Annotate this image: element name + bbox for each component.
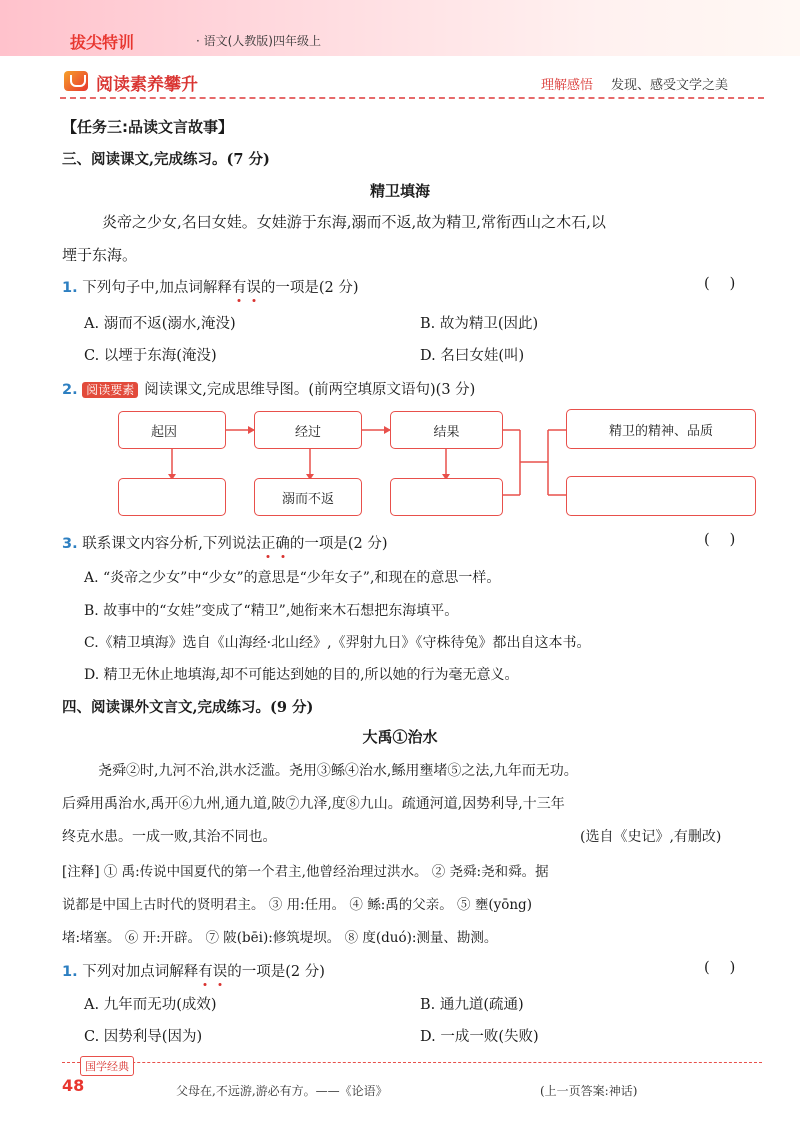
option-a: A. 溺而不返(溺水,淹没)	[84, 316, 236, 332]
footer-quote: 父母在,不远游,游必有方。——《论语》	[176, 1084, 388, 1098]
section-title: 阅读素养攀升	[96, 75, 198, 95]
option-c: C. 以堙于东海(淹没)	[84, 348, 217, 364]
part3-text-line: 炎帝之少女,名曰女娃。女娃游于东海,溺而不返,故为精卫,常衔西山之木石,以	[102, 213, 606, 231]
part3-text-line: 堙于东海。	[62, 246, 138, 264]
brand-title: 拔尖特训	[70, 33, 135, 52]
option-c: C.《精卫填海》选自《山海经·北山经》,《羿射九日》《守株待兔》都出自这本书。	[84, 635, 591, 651]
result-box: 结果	[390, 411, 503, 449]
answer-paren[interactable]: ()	[704, 960, 756, 976]
part4-text-line: 尧舜②时,九河不治,洪水泛滥。尧用③鲧④治水,鲧用壅堵⑤之法,九年而无功。	[98, 763, 578, 779]
notes-line: 说都是中国上古时代的贤明君主。 ③ 用:任用。 ④ 鲧:禹的父亲。 ⑤ 壅(yōng)	[62, 897, 532, 913]
option-d: D. 名曰女娃(叫)	[420, 348, 525, 364]
answer-paren[interactable]: ()	[704, 276, 756, 292]
option-b: B. 故为精卫(因此)	[420, 316, 539, 332]
page-number: 48	[62, 1076, 85, 1095]
process-box: 经过	[254, 411, 362, 449]
cause-box: 起因	[118, 411, 226, 449]
notes-line: [注释] ① 禹:传说中国夏代的第一个君主,他曾经治理过洪水。 ② 尧舜:尧和舜。据	[62, 864, 549, 880]
answer-paren[interactable]: ()	[704, 532, 756, 548]
question-4-1: 1. 下列对加点词解释有误的一项是(2 分)	[62, 964, 325, 980]
option-c: C. 因势利导(因为)	[84, 1029, 203, 1045]
reading-element-tag: 阅读要素	[82, 382, 138, 398]
part4-text-line: 终克水患。一成一败,其治不同也。	[62, 829, 277, 845]
notes-line: 堵:堵塞。 ⑥ 开:开辟。 ⑦ 陂(bēi):修筑堤坝。 ⑧ 度(duó):测量、勘测。	[62, 930, 498, 946]
option-a: A. 九年而无功(成效)	[84, 997, 217, 1013]
footer-divider	[62, 1062, 762, 1063]
option-b: B. 故事中的“女娃”变成了“精卫”,她衔来木石想把东海填平。	[84, 603, 459, 619]
section-desc: 发现、感受文学之美	[611, 78, 729, 93]
part4-text-line: 后舜用禹治水,禹开⑥九州,通九道,陂⑦九泽,度⑧九山。疏通河道,因势利导,十三年	[62, 796, 565, 812]
spirit-box: 精卫的精神、品质	[566, 409, 756, 449]
part3-title: 精卫填海	[369, 182, 430, 200]
option-d: D. 精卫无休止地填海,却不可能达到她的目的,所以她的行为毫无意义。	[84, 667, 519, 683]
book-subject: · 语文(人教版)四年级上	[196, 34, 321, 48]
spirit-answer-box[interactable]	[566, 476, 756, 516]
part4-title: 大禹①治水	[362, 728, 438, 746]
task-heading: 【任务三:品读文言故事】	[62, 118, 233, 136]
question-1: 1. 下列句子中,加点词解释有误的一项是(2 分)	[62, 280, 359, 296]
part3-heading: 三、阅读课文,完成练习。(7 分)	[62, 151, 270, 168]
option-a: A. “炎帝之少女”中“少女”的意思是“少年女子”,和现在的意思一样。	[84, 570, 501, 586]
source-note: (选自《史记》,有删改)	[580, 829, 722, 845]
option-b: B. 通九道(疏通)	[420, 997, 524, 1013]
section-tag: 理解感悟	[541, 78, 594, 93]
question-2: 2. 阅读要素 阅读课文,完成思维导图。(前两空填原文语句)(3 分)	[62, 382, 476, 398]
footer-tag: 国学经典	[80, 1056, 134, 1076]
part4-heading: 四、阅读课外文言文,完成练习。(9 分)	[62, 699, 314, 716]
result-answer-box[interactable]	[390, 478, 503, 516]
option-d: D. 一成一败(失败)	[420, 1029, 539, 1045]
cause-answer-box[interactable]	[118, 478, 226, 516]
previous-answer: (上一页答案:神话)	[540, 1084, 638, 1098]
process-answer-box: 溺而不返	[254, 478, 362, 516]
question-3: 3. 联系课文内容分析,下列说法正确的一项是(2 分)	[62, 536, 388, 552]
